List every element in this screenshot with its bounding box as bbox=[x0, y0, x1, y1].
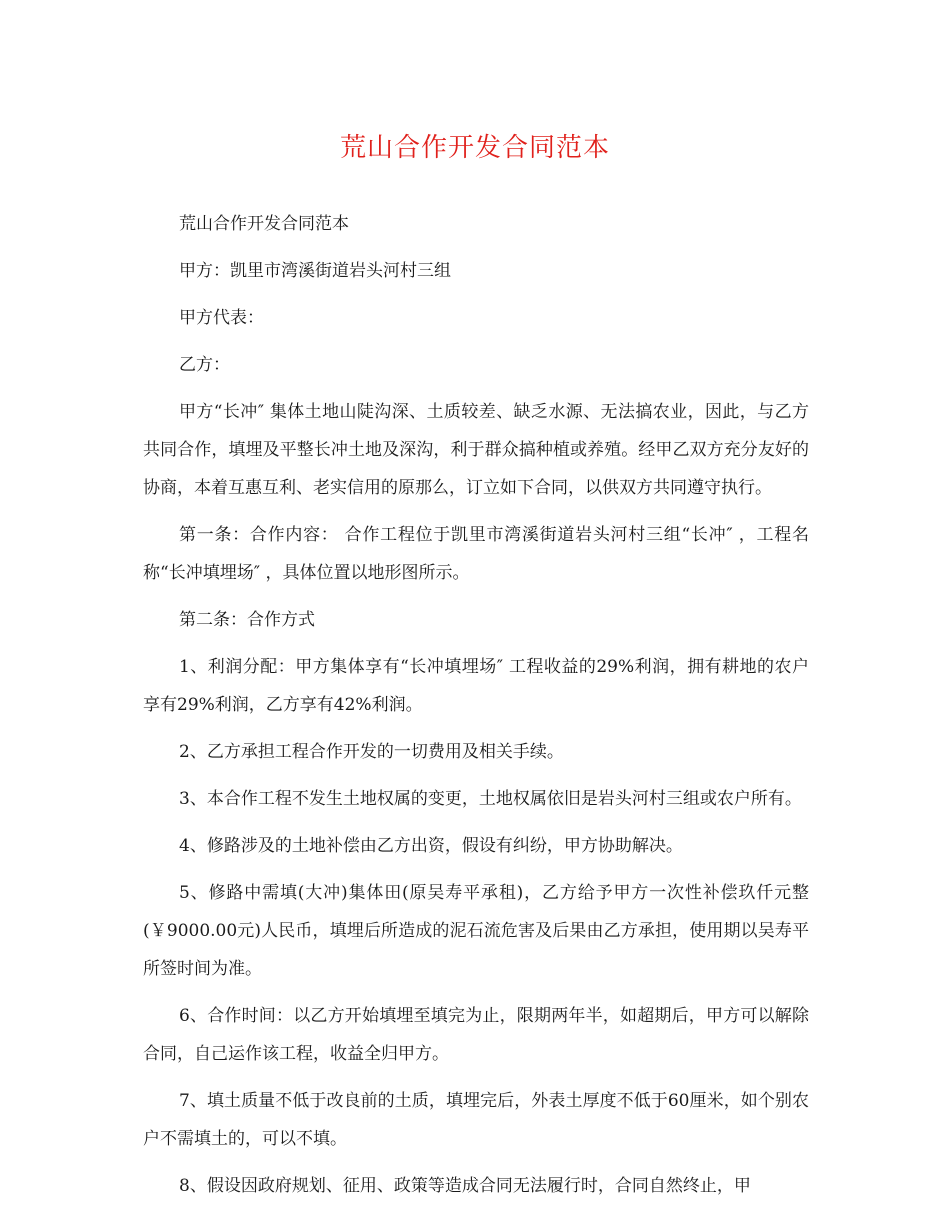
document-title: 荒山合作开发合同范本 bbox=[339, 133, 610, 163]
paragraph-clause-5: 5、修路中需填(大冲)集体田(原吴寿平承租)，乙方给予甲方一次性补偿玖仟元整(￥9000.00元)人民币，填埋后所造成的泥石流危害及后果由乙方承担，使用期以吴寿平所签时间为准。 bbox=[143, 883, 809, 979]
paragraph-article-2-heading: 第二条：合作方式 bbox=[179, 610, 315, 630]
paragraph-clause-3: 3、本合作工程不发生土地权属的变更，土地权属依旧是岩头河村三组或农户所有。 bbox=[179, 789, 802, 809]
paragraph-article-1: 第一条：合作内容： 合作工程位于凯里市湾溪街道岩头河村三组“长冲″ ，工程名称“长冲填埋场″ ，具体位置以地形图所示。 bbox=[143, 525, 809, 583]
document-body bbox=[143, 205, 809, 1214]
paragraph-subtitle: 荒山合作开发合同范本 bbox=[179, 214, 349, 234]
paragraph-clause-8: 8、假设因政府规划、征用、政策等造成合同无法履行时，合同自然终止，甲 bbox=[179, 1176, 751, 1196]
paragraph-clause-1: 1、利润分配：甲方集体享有“长冲填埋场″ 工程收益的29%利润，拥有耕地的农户享有29%利润，乙方享有42%利润。 bbox=[143, 657, 809, 715]
paragraph-preamble: 甲方“长冲″ 集体土地山陡沟深、土质较差、缺乏水源、无法搞农业，因此，与乙方共同合作，填埋及平整长冲土地及深沟，利于群众搞种植或养殖。经甲乙双方充分友好的协商，本着互惠互利、老实信用的原那么，订立如下合同，以供双方共同遵守执行。 bbox=[143, 402, 809, 498]
paragraph-clause-7: 7、填土质量不低于改良前的土质，填埋完后，外表土厚度不低于60厘米，如个别农户不需填土的，可以不填。 bbox=[143, 1091, 809, 1149]
paragraph-clause-2: 2、乙方承担工程合作开发的一切费用及相关手续。 bbox=[179, 742, 564, 762]
paragraph-clause-6: 6、合作时间：以乙方开始填埋至填完为止，限期两年半，如超期后，甲方可以解除合同，自己运作该工程，收益全归甲方。 bbox=[143, 1006, 809, 1064]
paragraph-clause-4: 4、修路涉及的土地补偿由乙方出资，假设有纠纷，甲方协助解决。 bbox=[179, 836, 683, 856]
paragraph-party-a: 甲方：凯里市湾溪街道岩头河村三组 bbox=[179, 261, 451, 281]
paragraph-party-a-representative: 甲方代表： bbox=[179, 308, 264, 328]
paragraph-party-b: 乙方： bbox=[179, 355, 230, 375]
